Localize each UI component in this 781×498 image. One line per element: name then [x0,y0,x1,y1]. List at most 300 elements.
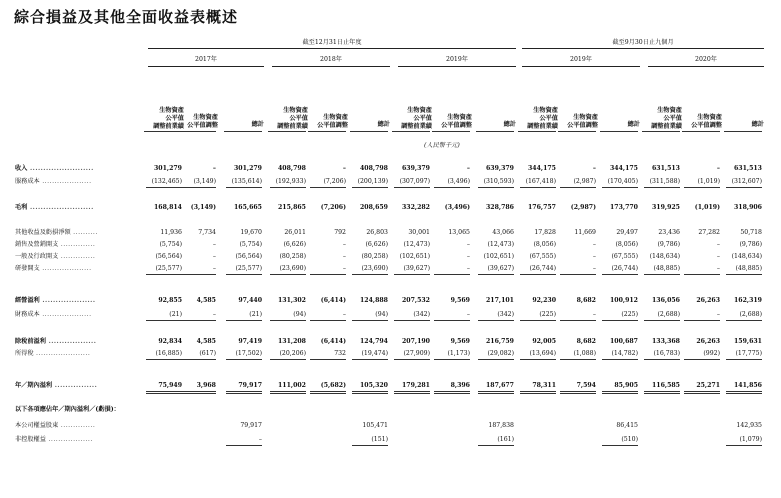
leader-dots: .................... [39,311,92,318]
table-cell: 105,471 [362,422,388,429]
table-cell: (617) [199,350,216,357]
column-header-total: 總計 [627,121,640,128]
row-label [15,264,92,273]
table-cell: 30,001 [408,229,430,236]
subtotal-rule [394,320,430,321]
leader-dots: ...................... [33,350,91,357]
table-cell: – [258,436,262,443]
table-cell: (342) [413,311,430,318]
leader-dots: ........................ [27,165,94,172]
table-cell: (26,744) [529,265,556,272]
table-cell: (132,465) [151,178,182,185]
table-cell: (6,626) [365,241,388,248]
table-cell: (21) [169,311,182,318]
period-nine-month-rule [522,48,764,49]
leader-dots: ........................ [27,204,94,211]
table-cell: (200,139) [357,178,388,185]
table-cell: – [592,241,596,248]
table-cell: 100,912 [610,297,638,304]
row-label [15,435,93,444]
table-cell: (23,690) [279,265,306,272]
subtotal-rule [394,359,430,360]
page-title: 綜合損益及其他全面收益表概述 [14,8,239,26]
subtotal-rule [226,445,262,446]
total-double-rule [520,393,556,394]
total-double-rule [352,391,388,392]
total-double-rule [560,393,596,394]
year-rule [272,66,390,67]
table-cell: 4,585 [196,338,216,345]
subtotal-rule [644,320,680,321]
table-cell: (1,019) [697,178,720,185]
column-header-total: 總計 [251,121,264,128]
subtotal-rule [352,445,388,446]
column-header-pre: 生物資產 [407,107,432,114]
table-cell: (6,414) [320,297,346,304]
subtotal-rule [270,274,306,275]
total-double-rule [180,391,216,392]
total-double-rule [434,391,470,392]
table-cell: (1,079) [739,436,762,443]
table-cell: – [342,253,346,260]
table-cell: (192,933) [275,178,306,185]
subtotal-rule [434,187,470,188]
total-double-rule [684,393,720,394]
table-cell: (8,056) [615,241,638,248]
subtotal-rule [684,187,720,188]
subtotal-rule [602,359,638,360]
total-double-rule [310,391,346,392]
subtotal-rule [394,187,430,188]
column-header-adj: 生物資產 [697,114,722,121]
table-cell: (29,082) [487,350,514,357]
table-cell: 162,319 [734,297,762,304]
table-cell: 344,175 [528,165,556,172]
subtotal-rule [146,320,182,321]
table-cell: 78,311 [532,382,556,389]
subtotal-rule [644,274,680,275]
table-cell: (25,577) [235,265,262,272]
row-label-text: 本公司權益股東 [15,422,59,429]
table-cell: – [342,265,346,272]
table-cell: (7,206) [320,204,346,211]
row-label-text: 非控股權益 [15,436,46,443]
leader-dots: .................... [39,297,96,304]
table-cell: 79,917 [238,382,262,389]
table-cell: (310,593) [483,178,514,185]
subtotal-rule [478,445,514,446]
table-cell: 176,757 [528,204,556,211]
table-cell: 26,011 [284,229,306,236]
year-label: 2020年 [695,56,717,63]
table-cell: 207,532 [402,297,430,304]
table-cell: (2,688) [657,311,680,318]
table-cell: (3,149) [193,178,216,185]
table-cell: 7,734 [198,229,216,236]
table-cell: (992) [703,350,720,357]
column-header-rule [682,131,720,132]
column-header-adj: 公平值調整 [441,122,472,129]
column-header-pre: 調整前業績 [153,123,184,130]
table-cell: 116,585 [652,382,680,389]
total-double-rule [270,393,306,394]
column-header-adj: 公平值調整 [691,122,722,129]
table-cell: 631,513 [734,165,762,172]
subtotal-rule [602,320,638,321]
column-header-total: 總計 [377,121,390,128]
row-label-text: 銷售及營銷開支 [15,241,59,248]
column-header-pre: 生物資產 [283,107,308,114]
total-double-rule [310,393,346,394]
table-cell: 43,066 [492,229,514,236]
table-cell: 75,949 [158,382,182,389]
table-cell: (26,744) [611,265,638,272]
total-double-rule [394,391,430,392]
column-header-rule [178,131,216,132]
table-cell: 26,263 [696,338,720,345]
year-label: 2019年 [446,56,468,63]
table-cell: 173,770 [610,204,638,211]
table-cell: – [212,265,216,272]
row-label [15,405,120,414]
row-label-text: 所得稅 [15,350,34,357]
table-cell: 50,718 [740,229,762,236]
table-cell: (20,206) [279,350,306,357]
table-cell: (102,651) [483,253,514,260]
table-cell: (3,496) [444,204,470,211]
table-cell: 187,677 [486,382,514,389]
table-cell: (12,473) [487,241,514,248]
subtotal-rule [684,274,720,275]
total-double-rule [146,393,182,394]
total-double-rule [352,393,388,394]
table-cell: 17,828 [534,229,556,236]
row-label-text: 服務成本 [15,178,40,185]
subtotal-rule [310,187,346,188]
table-cell: 92,005 [532,338,556,345]
row-label [15,337,96,346]
subtotal-rule [434,359,470,360]
column-header-pre: 公平值 [413,115,432,122]
table-cell: 168,814 [154,204,182,211]
unit-label: (人民幣千元) [424,142,460,149]
subtotal-rule [310,274,346,275]
column-header-rule [476,131,514,132]
table-cell: (225) [621,311,638,318]
column-header-adj: 生物資產 [323,114,348,121]
column-header-total: 總計 [751,121,764,128]
total-double-rule [434,393,470,394]
table-cell: (48,885) [653,265,680,272]
row-label [15,240,95,249]
table-cell: 142,935 [736,422,762,429]
table-cell: (3,149) [190,204,216,211]
table-cell: 208,659 [360,204,388,211]
table-cell: 105,320 [360,382,388,389]
table-cell: – [212,165,216,172]
subtotal-rule [644,359,680,360]
table-cell: (80,258) [279,253,306,260]
column-header-rule [144,131,182,132]
table-cell: (17,502) [235,350,262,357]
subtotal-rule [180,359,216,360]
table-cell: (1,088) [573,350,596,357]
column-header-adj: 生物資產 [447,114,472,121]
column-header-rule [392,131,430,132]
subtotal-rule [560,274,596,275]
table-cell: (161) [497,436,514,443]
total-double-rule [726,393,762,394]
table-cell: – [466,265,470,272]
subtotal-rule [226,274,262,275]
table-cell: 8,682 [576,297,596,304]
table-cell: (311,588) [649,178,680,185]
leader-dots: .............. [58,241,96,248]
leader-dots: .............. [58,253,96,260]
table-cell: 97,419 [238,338,262,345]
column-header-pre: 公平值 [663,115,682,122]
table-cell: 100,687 [610,338,638,345]
table-cell: – [716,311,720,318]
table-cell: (39,627) [487,265,514,272]
table-cell: (5,754) [239,241,262,248]
column-header-adj: 公平值調整 [317,122,348,129]
table-cell: (1,019) [694,204,720,211]
table-cell: (17,775) [735,350,762,357]
table-cell: – [716,165,720,172]
column-header-rule [600,131,638,132]
subtotal-rule [726,187,762,188]
subtotal-rule [180,320,216,321]
table-cell: (148,634) [731,253,762,260]
table-cell: 124,888 [360,297,388,304]
subtotal-rule [478,359,514,360]
subtotal-rule [180,187,216,188]
table-cell: (48,885) [735,265,762,272]
table-cell: (21) [249,311,262,318]
table-cell: – [466,253,470,260]
column-header-rule [308,131,346,132]
table-cell: 9,569 [450,338,470,345]
table-cell: – [212,241,216,248]
table-cell: 159,631 [734,338,762,345]
total-double-rule [684,391,720,392]
subtotal-rule [684,320,720,321]
table-cell: – [716,241,720,248]
table-cell: 408,798 [278,165,306,172]
subtotal-rule [310,320,346,321]
table-cell: 207,190 [402,338,430,345]
table-cell: (2,987) [570,204,596,211]
table-cell: (135,614) [231,178,262,185]
column-header-rule [224,131,262,132]
table-cell: 732 [334,350,346,357]
table-cell: 111,002 [278,382,306,389]
subtotal-rule [726,359,762,360]
subtotal-rule [520,274,556,275]
table-cell: (13,694) [529,350,556,357]
subtotal-rule [644,187,680,188]
table-cell: (7,206) [323,178,346,185]
table-cell: 29,497 [616,229,638,236]
table-cell: 92,855 [158,297,182,304]
year-label: 2017年 [195,56,217,63]
row-label [15,381,97,390]
table-cell: (94) [293,311,306,318]
table-cell: (9,786) [657,241,680,248]
column-header-pre: 調整前業績 [401,123,432,130]
subtotal-rule [270,359,306,360]
subtotal-rule [520,187,556,188]
column-header-rule [518,131,556,132]
table-cell: 25,271 [696,382,720,389]
year-label: 2019年 [570,56,592,63]
table-cell: 7,594 [576,382,596,389]
table-cell: (510) [621,436,638,443]
table-cell: (170,405) [607,178,638,185]
subtotal-rule [226,187,262,188]
subtotal-rule [434,320,470,321]
column-header-rule [350,131,388,132]
total-double-rule [146,391,182,392]
table-cell: (39,627) [403,265,430,272]
leader-dots: .......... [70,229,98,236]
period-nine-month: 截至9月30日止九個月 [612,39,674,46]
table-cell: (23,690) [361,265,388,272]
leader-dots: .................. [45,338,97,345]
column-header-pre: 調整前業績 [277,123,308,130]
total-double-rule [226,391,262,392]
leader-dots: .................. [45,436,93,443]
subtotal-rule [684,359,720,360]
table-cell: (67,555) [611,253,638,260]
year-rule [148,66,264,67]
leader-dots: .................... [39,265,92,272]
table-cell: 97,440 [238,297,262,304]
total-double-rule [602,391,638,392]
total-double-rule [560,391,596,392]
table-cell: – [212,311,216,318]
subtotal-rule [352,359,388,360]
subtotal-rule [726,445,762,446]
leader-dots: .............. [58,422,96,429]
total-double-rule [520,391,556,392]
table-cell: – [342,311,346,318]
table-cell: 92,230 [532,297,556,304]
row-label [15,421,95,430]
column-header-pre: 調整前業績 [651,123,682,130]
subtotal-rule [602,187,638,188]
row-label [15,349,90,358]
table-cell: 86,415 [616,422,638,429]
table-cell: (307,097) [399,178,430,185]
year-rule [522,66,640,67]
subtotal-rule [226,359,262,360]
subtotal-rule [560,359,596,360]
column-header-adj: 生物資產 [573,114,598,121]
table-cell: (5,682) [320,382,346,389]
row-label-text: 年／期內溢利 [15,382,53,389]
table-cell: (5,754) [159,241,182,248]
table-cell: (56,564) [235,253,262,260]
table-cell: 319,925 [652,204,680,211]
subtotal-rule [146,274,182,275]
row-label [15,296,96,305]
table-cell: – [466,241,470,248]
year-label: 2018年 [320,56,342,63]
total-double-rule [478,393,514,394]
subtotal-rule [352,320,388,321]
table-cell: (312,607) [731,178,762,185]
table-cell: 631,513 [652,165,680,172]
table-cell: – [342,165,346,172]
subtotal-rule [478,320,514,321]
row-label [15,310,92,319]
row-label-text: 收入 [15,165,28,172]
table-cell: 8,682 [576,338,596,345]
table-cell: – [592,265,596,272]
row-label-text: 研發開支 [15,265,40,272]
year-rule [398,66,516,67]
table-cell: 11,936 [160,229,182,236]
table-cell: 13,065 [448,229,470,236]
table-cell: (6,626) [283,241,306,248]
table-cell: – [592,165,596,172]
table-cell: 3,968 [196,382,216,389]
subtotal-rule [560,320,596,321]
table-cell: 639,379 [402,165,430,172]
table-cell: 133,368 [652,338,680,345]
period-annual: 截至12月31日止年度 [302,39,362,46]
subtotal-rule [726,274,762,275]
subtotal-rule [602,274,638,275]
total-double-rule [394,393,430,394]
table-cell: (3,496) [447,178,470,185]
subtotal-rule [520,359,556,360]
table-cell: 179,281 [402,382,430,389]
table-cell: (12,473) [403,241,430,248]
subtotal-rule [352,274,388,275]
table-cell: – [592,253,596,260]
table-cell: – [592,311,596,318]
row-label [15,164,94,173]
row-label-text: 以下各項應佔年／期內溢利／(虧損)： [15,406,120,413]
row-label-text: 其他收益及虧損淨額 [15,229,71,236]
subtotal-rule [478,274,514,275]
row-label-text: 經營溢利 [15,297,40,304]
row-label-text: 除稅前溢利 [15,338,46,345]
table-cell: 217,101 [486,297,514,304]
table-cell: (56,564) [155,253,182,260]
subtotal-rule [520,320,556,321]
table-cell: (19,474) [361,350,388,357]
total-double-rule [180,393,216,394]
total-double-rule [478,391,514,392]
row-label-text: 一般及行政開支 [15,253,59,260]
column-header-rule [268,131,306,132]
table-cell: 26,263 [696,297,720,304]
subtotal-rule [270,320,306,321]
table-cell: 136,056 [652,297,680,304]
table-cell: 9,569 [450,297,470,304]
leader-dots: ................ [52,382,98,389]
row-label [15,228,98,237]
column-header-rule [642,131,680,132]
table-cell: (9,786) [739,241,762,248]
table-cell: – [466,165,470,172]
table-cell: (2,987) [573,178,596,185]
total-double-rule [602,393,638,394]
